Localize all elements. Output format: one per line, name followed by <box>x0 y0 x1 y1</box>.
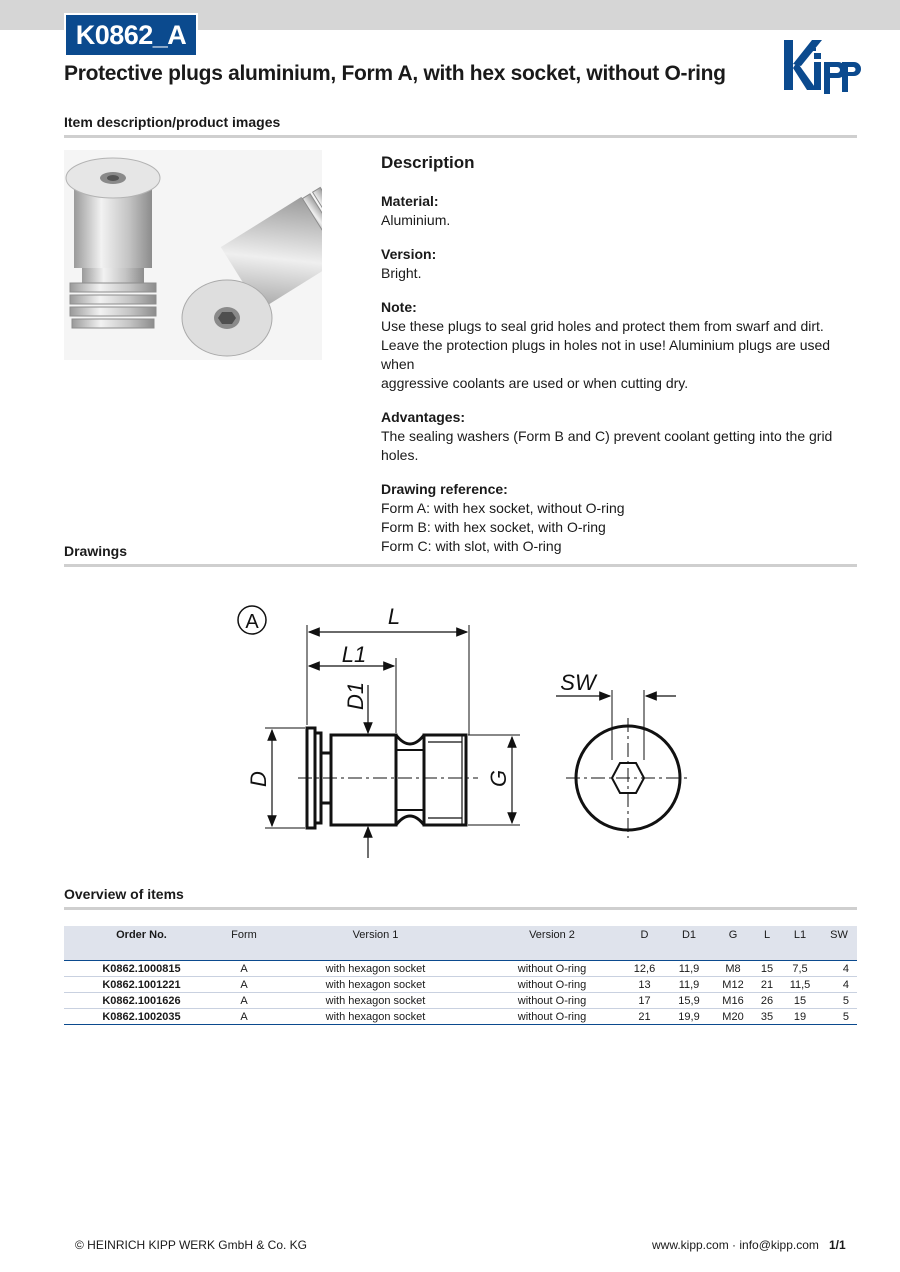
kipp-logo <box>782 38 862 94</box>
sw-cell: 4 <box>821 977 857 993</box>
d-cell: 21 <box>622 1009 667 1025</box>
version-2-cell: without O-ring <box>482 993 622 1009</box>
items-table <box>64 926 857 1025</box>
column-header-d: D <box>622 926 667 961</box>
note-line: Leave the protection plugs in holes not in use! Aluminium plugs are used when <box>381 337 831 372</box>
d1-cell: 11,9 <box>667 977 711 993</box>
product-photo <box>64 150 322 360</box>
d-cell: 13 <box>622 977 667 993</box>
l1-cell: 11,5 <box>779 977 821 993</box>
advantages-label: Advantages: <box>381 409 466 425</box>
section-heading-item-description: Item description/product images <box>64 114 281 130</box>
form-cell: A <box>219 961 269 977</box>
l-cell: 35 <box>755 1009 779 1025</box>
column-header-order-no: Order No. <box>64 926 219 961</box>
table-row <box>64 977 857 993</box>
g-cell: M8 <box>711 961 755 977</box>
technical-drawing <box>220 590 700 870</box>
section-heading-drawings: Drawings <box>64 543 128 559</box>
version-label: Version: <box>381 246 437 262</box>
g-cell: M20 <box>711 1009 755 1025</box>
column-header-form: Form <box>219 926 269 961</box>
g-cell: M16 <box>711 993 755 1009</box>
dim-label-d1: D1 <box>343 681 368 710</box>
version-block <box>381 245 851 283</box>
sw-cell: 5 <box>821 1009 857 1025</box>
l1-cell: 19 <box>779 1009 821 1025</box>
drawing-reference-line: Form A: with hex socket, without O-ring <box>381 500 625 516</box>
section-rule <box>64 135 857 138</box>
d1-cell: 19,9 <box>667 1009 711 1025</box>
d1-cell: 11,9 <box>667 961 711 977</box>
l1-cell: 15 <box>779 993 821 1009</box>
l-cell: 15 <box>755 961 779 977</box>
footer-contact: www.kipp.com · info@kipp.com <box>652 1238 819 1252</box>
version-1-cell: with hexagon socket <box>269 977 482 993</box>
description-heading: Description <box>381 153 475 172</box>
drawing-reference-label: Drawing reference: <box>381 481 508 497</box>
note-block <box>381 298 851 393</box>
version-2-cell: without O-ring <box>482 961 622 977</box>
material-block <box>381 192 851 230</box>
column-header-sw: SW <box>821 926 857 961</box>
order-number-cell: K0862.1002035 <box>64 1009 219 1025</box>
footer-copyright: © HEINRICH KIPP WERK GmbH & Co. KG <box>75 1238 307 1252</box>
order-number-cell: K0862.1000815 <box>64 961 219 977</box>
version-1-cell: with hexagon socket <box>269 993 482 1009</box>
material-value: Aluminium. <box>381 212 451 228</box>
article-code-badge: K0862_A <box>64 13 198 57</box>
order-number-cell: K0862.1001626 <box>64 993 219 1009</box>
l-cell: 26 <box>755 993 779 1009</box>
section-heading-overview: Overview of items <box>64 886 184 902</box>
form-cell: A <box>219 993 269 1009</box>
d-cell: 17 <box>622 993 667 1009</box>
dim-label-l1: L1 <box>341 642 367 667</box>
drawing-reference-line: Form B: with hex socket, with O-ring <box>381 519 606 535</box>
material-label: Material: <box>381 193 439 209</box>
note-label: Note: <box>381 299 417 315</box>
order-number-cell: K0862.1001221 <box>64 977 219 993</box>
column-header-version-1: Version 1 <box>269 926 482 961</box>
drawing-reference-block <box>381 480 851 556</box>
dim-label-l: L <box>387 604 401 629</box>
dim-label-sw: SW <box>560 670 596 695</box>
section-rule <box>64 564 857 567</box>
dim-label-d: D <box>246 771 271 787</box>
section-rule <box>64 907 857 910</box>
column-header-d1: D1 <box>667 926 711 961</box>
drawing-reference-line: Form C: with slot, with O-ring <box>381 538 562 554</box>
g-cell: M12 <box>711 977 755 993</box>
dim-label-g: G <box>486 769 511 787</box>
version-2-cell: without O-ring <box>482 977 622 993</box>
version-1-cell: with hexagon socket <box>269 1009 482 1025</box>
form-cell: A <box>219 977 269 993</box>
table-row <box>64 993 857 1009</box>
note-line: aggressive coolants are used or when cutting dry. <box>381 375 689 391</box>
form-label: A <box>245 611 259 633</box>
note-line: Use these plugs to seal grid holes and protect them from swarf and dirt. <box>381 318 824 334</box>
advantages-line: The sealing washers (Form B and C) prevent coolant getting into the grid holes. <box>381 428 833 463</box>
description-panel <box>381 153 851 571</box>
column-header-version-2: Version 2 <box>482 926 622 961</box>
d-cell: 12,6 <box>622 961 667 977</box>
sw-cell: 5 <box>821 993 857 1009</box>
page-title: Protective plugs aluminium, Form A, with hex socket, without O-ring <box>64 62 726 85</box>
version-value: Bright. <box>381 265 422 281</box>
form-cell: A <box>219 1009 269 1025</box>
footer-page-number: 1/1 <box>829 1238 846 1252</box>
advantages-block <box>381 408 851 465</box>
version-1-cell: with hexagon socket <box>269 961 482 977</box>
version-2-cell: without O-ring <box>482 1009 622 1025</box>
d1-cell: 15,9 <box>667 993 711 1009</box>
l-cell: 21 <box>755 977 779 993</box>
column-header-l: L <box>755 926 779 961</box>
table-header-row <box>64 926 857 961</box>
column-header-g: G <box>711 926 755 961</box>
table-row <box>64 961 857 977</box>
sw-cell: 4 <box>821 961 857 977</box>
column-header-l1: L1 <box>779 926 821 961</box>
l1-cell: 7,5 <box>779 961 821 977</box>
table-row <box>64 1009 857 1025</box>
